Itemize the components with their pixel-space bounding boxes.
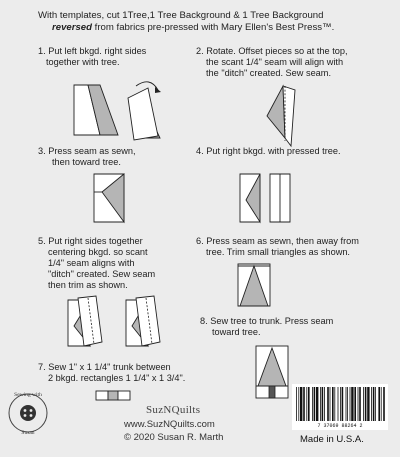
barcode-bar bbox=[324, 387, 325, 421]
step-2-tree bbox=[267, 86, 285, 138]
step-1-line-1: 1. Put left bkgd. right sides bbox=[38, 46, 147, 56]
barcode-bar bbox=[298, 387, 299, 421]
barcode-bar bbox=[346, 387, 347, 421]
made-in-text: Made in U.S.A. bbox=[300, 434, 364, 445]
step-4-text bbox=[196, 146, 341, 157]
intro-bold-word: reversed bbox=[52, 22, 93, 33]
intro-line-1: With templates, cut 1Tree,1 Tree Background & 1 Tree Background bbox=[38, 10, 324, 21]
step-7-right-rect bbox=[118, 391, 130, 400]
barcode-bar bbox=[320, 387, 321, 421]
barcode-bar bbox=[373, 387, 375, 421]
step-6-line-1: 6. Press seam as sewn, then away from bbox=[196, 236, 359, 246]
step-6-line-2: tree. Trim small triangles as shown. bbox=[206, 247, 350, 257]
step-2-diagram bbox=[255, 86, 315, 146]
step-7-line-1: 7. Sew 1" x 1 1/4" trunk between bbox=[38, 362, 171, 372]
barcode-bar bbox=[332, 387, 334, 421]
step-3-diagram bbox=[92, 172, 132, 224]
sewing-with-susan-logo bbox=[6, 386, 50, 440]
step-1-text bbox=[38, 46, 146, 68]
barcode-bar bbox=[338, 387, 339, 421]
step-3-line-2: then toward tree. bbox=[52, 157, 121, 167]
step-6-diagram bbox=[236, 262, 276, 310]
copyright-text: © 2020 Susan R. Marth bbox=[124, 432, 224, 443]
barcode bbox=[292, 384, 388, 430]
step-8-text bbox=[200, 316, 333, 338]
barcode-bar bbox=[296, 387, 297, 421]
step-8-line-2: toward tree. bbox=[212, 327, 261, 337]
step-2-line-1: 2. Rotate. Offset pieces so at the top, bbox=[196, 46, 348, 56]
step-2-text bbox=[196, 46, 348, 79]
barcode-bar bbox=[316, 387, 318, 421]
barcode-bar bbox=[365, 387, 367, 421]
barcode-bar bbox=[347, 387, 348, 421]
step-1-diagram bbox=[70, 80, 170, 140]
step-2-line-3: the "ditch" created. Sew seam. bbox=[206, 68, 332, 78]
barcode-bar bbox=[363, 387, 364, 421]
intro-line-2 bbox=[52, 22, 334, 34]
barcode-bar bbox=[367, 387, 369, 421]
step-5-line-3: 1/4" seam aligns with bbox=[48, 258, 135, 268]
step-1-line-2: together with tree. bbox=[46, 57, 120, 67]
barcode-digits: 7 37069 88264 2 bbox=[317, 423, 363, 429]
barcode-bar bbox=[327, 387, 329, 421]
barcode-bars bbox=[296, 387, 385, 421]
barcode-bar bbox=[306, 387, 307, 421]
barcode-bar bbox=[350, 387, 351, 421]
barcode-bar bbox=[383, 387, 385, 421]
barcode-bar bbox=[359, 387, 361, 421]
website-text: www.SuzNQuilts.com bbox=[124, 419, 215, 430]
step-5-line-5: then trim as shown. bbox=[48, 280, 128, 290]
barcode-bar bbox=[334, 387, 335, 421]
step-7-left-rect bbox=[96, 391, 108, 400]
barcode-bar bbox=[308, 387, 310, 421]
step-7-diagram bbox=[96, 390, 136, 402]
barcode-bar bbox=[378, 387, 380, 421]
barcode-bar bbox=[342, 387, 344, 421]
barcode-bar bbox=[354, 387, 356, 421]
barcode-bar bbox=[351, 387, 353, 421]
step-1-bkgd-over bbox=[128, 88, 158, 140]
barcode-bar bbox=[312, 387, 313, 421]
step-8-diagram bbox=[254, 344, 294, 402]
step-2-line-2: the scant 1/4" seam will align with bbox=[206, 57, 344, 67]
logo-text-bottom: Susan bbox=[21, 430, 35, 436]
step-8-line-1: 8. Sew tree to trunk. Press seam bbox=[200, 316, 334, 326]
barcode-bar bbox=[381, 387, 382, 421]
barcode-bar bbox=[330, 387, 331, 421]
barcode-bar bbox=[300, 387, 302, 421]
step-5-line-1: 5. Put right sides together bbox=[38, 236, 143, 246]
step-6-text bbox=[196, 236, 359, 258]
barcode-bar bbox=[340, 387, 341, 421]
barcode-bar bbox=[303, 387, 305, 421]
barcode-bar bbox=[371, 387, 372, 421]
barcode-bar bbox=[358, 387, 359, 421]
logo-button-icon bbox=[20, 405, 36, 421]
step-3-text bbox=[38, 146, 136, 168]
step-5-line-2: centering bkgd. so scant bbox=[48, 247, 148, 257]
barcode-bar bbox=[375, 387, 376, 421]
barcode-bar bbox=[314, 387, 316, 421]
barcode-bar bbox=[322, 387, 324, 421]
intro-line-2-rest: from fabrics pre-pressed with Mary Ellen's Best Press™. bbox=[92, 22, 335, 33]
brand-name: SuzNQuilts bbox=[146, 404, 201, 416]
step-7-text bbox=[38, 362, 185, 384]
step-3-line-1: 3. Press seam as sewn, bbox=[38, 146, 136, 156]
logo-text-top: Sewing with bbox=[14, 392, 42, 398]
step-5-line-4: "ditch" created. Sew seam bbox=[48, 269, 156, 279]
step-4-line-1: 4. Put right bkgd. with pressed tree. bbox=[196, 146, 341, 156]
step-8-trunk bbox=[269, 386, 275, 398]
step-4-diagram bbox=[238, 172, 298, 224]
step-1-arrow-head bbox=[155, 87, 161, 93]
step-7-line-2: 2 bkgd. rectangles 1 1/4" x 1 3/4". bbox=[48, 373, 186, 383]
step-7-trunk bbox=[108, 391, 118, 400]
step-5-text bbox=[38, 236, 155, 291]
step-5-diagram bbox=[66, 296, 176, 348]
